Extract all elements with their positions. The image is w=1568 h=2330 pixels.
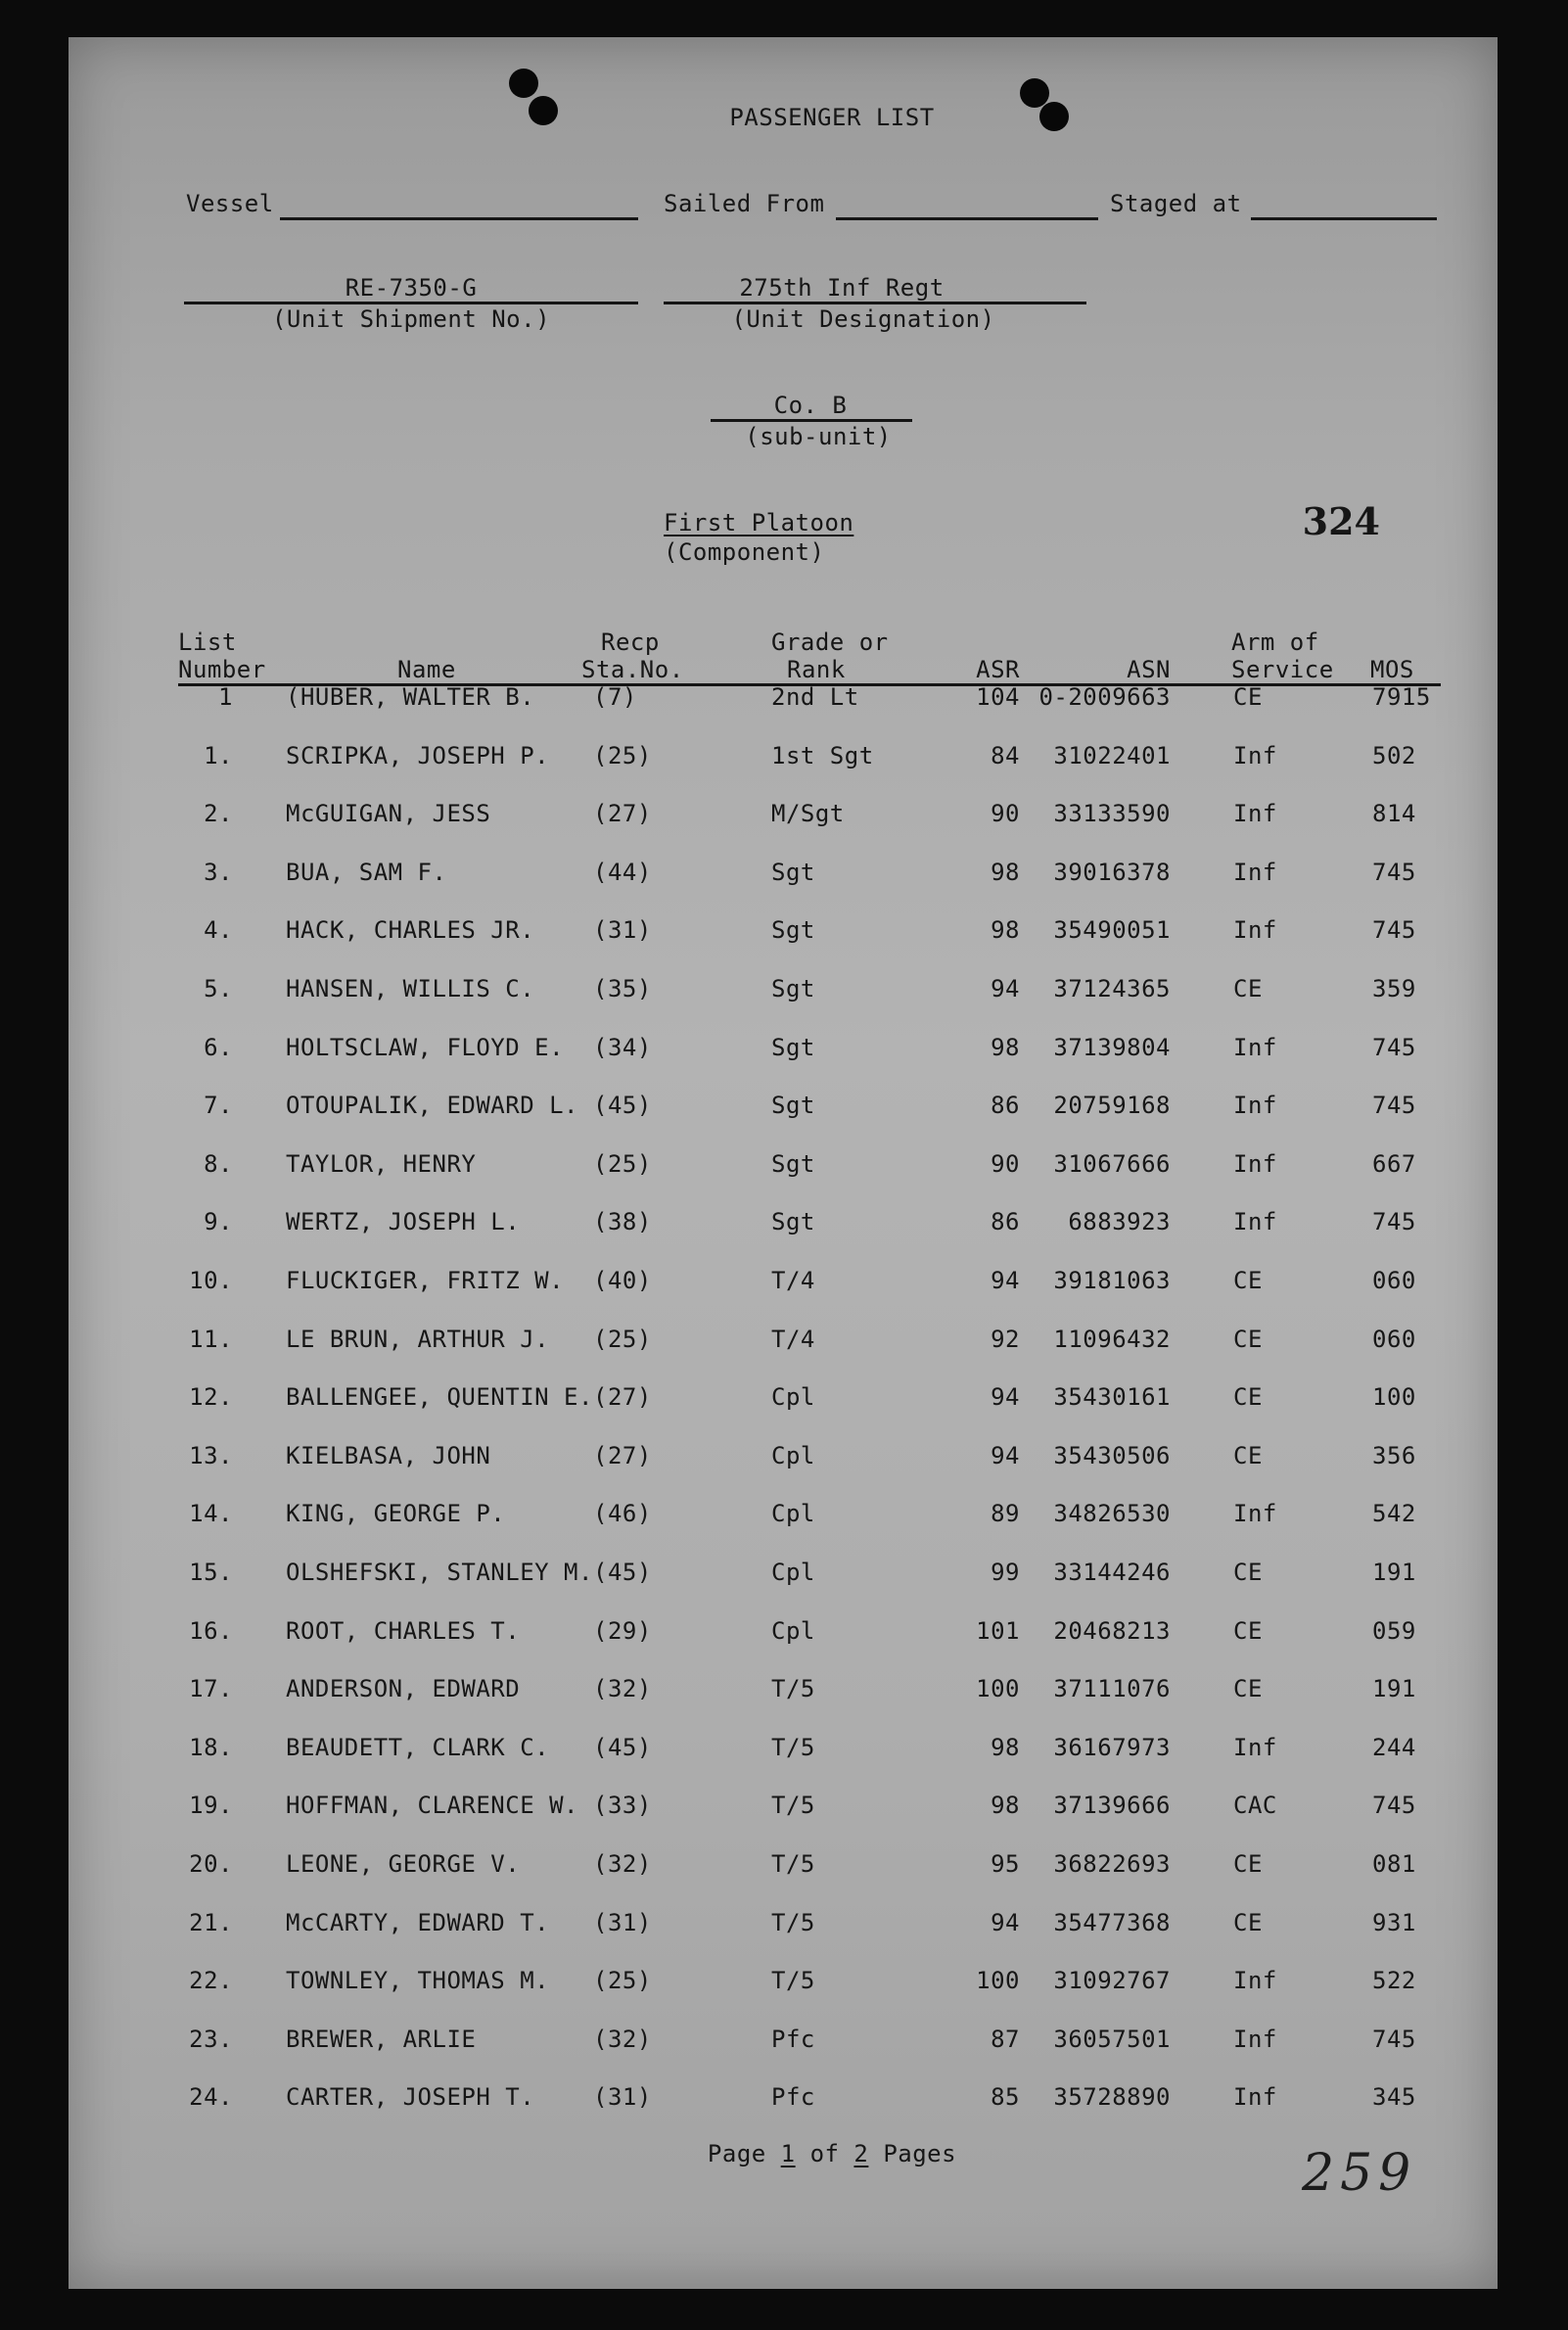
cell-list-number: 11.	[189, 1325, 233, 1353]
cell-mos: 931	[1372, 1908, 1416, 1936]
cell-recp-station: (27)	[593, 1441, 652, 1469]
cell-grade: T/4	[771, 1267, 815, 1294]
cell-arm-of-service: Inf	[1233, 1092, 1277, 1120]
header-list-number-2: Number	[178, 656, 266, 683]
cell-asn: 0-2009663	[1038, 683, 1171, 711]
cell-mos: 502	[1372, 741, 1416, 769]
cell-arm-of-service: CE	[1233, 1441, 1263, 1469]
cell-list-number: 24.	[189, 2083, 233, 2112]
cell-recp-station: (27)	[593, 1383, 652, 1412]
cell-arm-of-service: CE	[1233, 1675, 1263, 1703]
cell-asr: 84	[991, 741, 1020, 769]
cell-mos: 191	[1372, 1559, 1416, 1586]
header-grade-1: Grade or	[771, 629, 889, 656]
cell-list-number: 19.	[189, 1792, 233, 1820]
cell-name: (HUBER, WALTER B.	[286, 683, 535, 711]
cell-arm-of-service: CE	[1233, 975, 1263, 1002]
table-row	[69, 1092, 1498, 1121]
cell-recp-station: (40)	[593, 1267, 652, 1294]
cell-recp-station: (45)	[593, 1559, 652, 1586]
cell-recp-station: (25)	[593, 1149, 652, 1178]
cell-grade: 1st Sgt	[771, 741, 874, 769]
cell-recp-station: (32)	[593, 2025, 652, 2053]
cell-arm-of-service: CAC	[1233, 1792, 1277, 1820]
footer-page-total: 2	[853, 2140, 869, 2167]
cell-arm-of-service: Inf	[1233, 1208, 1277, 1236]
header-mos: MOS	[1370, 656, 1414, 683]
cell-name: KIELBASA, JOHN	[286, 1441, 491, 1469]
table-row	[69, 1617, 1498, 1647]
cell-mos: 059	[1372, 1616, 1416, 1645]
table-row	[69, 1150, 1498, 1180]
footer-page-label: Page	[707, 2140, 766, 2167]
staged-at-label: Staged at	[1110, 190, 1242, 217]
cell-name: HANSEN, WILLIS C.	[286, 975, 535, 1002]
cell-asr: 87	[991, 2025, 1020, 2053]
cell-arm-of-service: CE	[1233, 1850, 1263, 1878]
cell-mos: 745	[1372, 2025, 1416, 2053]
cell-asr: 89	[991, 1500, 1020, 1528]
cell-asr: 98	[991, 1792, 1020, 1820]
cell-mos: 745	[1372, 858, 1416, 886]
cell-mos: 081	[1372, 1850, 1416, 1878]
cell-mos: 745	[1372, 1033, 1416, 1061]
cell-asr: 94	[991, 1908, 1020, 1936]
cell-list-number: 12.	[189, 1383, 233, 1412]
cell-name: HACK, CHARLES JR.	[286, 916, 535, 945]
vessel-field-line	[280, 217, 638, 220]
cell-mos: 814	[1372, 800, 1416, 828]
cell-asn: 6883923	[1068, 1208, 1171, 1236]
cell-asn: 35477368	[1053, 1908, 1171, 1936]
header-arm-1: Arm of	[1231, 629, 1319, 656]
table-row	[69, 1792, 1498, 1821]
table-row	[69, 1442, 1498, 1471]
punch-hole-left-2	[529, 96, 558, 125]
cell-asr: 85	[991, 2083, 1020, 2112]
cell-list-number: 6.	[204, 1033, 233, 1061]
cell-arm-of-service: Inf	[1233, 858, 1277, 886]
cell-asr: 90	[991, 1149, 1020, 1178]
cell-arm-of-service: CE	[1233, 1267, 1263, 1294]
table-row	[69, 1909, 1498, 1938]
cell-name: CARTER, JOSEPH T.	[286, 2083, 535, 2112]
cell-asn: 33133590	[1053, 800, 1171, 828]
table-row	[69, 683, 1498, 713]
cell-arm-of-service: Inf	[1233, 1149, 1277, 1178]
cell-name: FLUCKIGER, FRITZ W.	[286, 1267, 565, 1294]
cell-grade: Sgt	[771, 916, 815, 945]
handwritten-number: 259	[1302, 2144, 1417, 2203]
cell-mos: 745	[1372, 1208, 1416, 1236]
cell-name: BREWER, ARLIE	[286, 2025, 477, 2053]
unit-shipment-line	[184, 302, 638, 304]
document-sheet	[69, 37, 1498, 2289]
cell-asn: 20759168	[1053, 1092, 1171, 1120]
cell-asn: 35430161	[1053, 1383, 1171, 1412]
cell-grade: Cpl	[771, 1616, 815, 1645]
table-row	[69, 1500, 1498, 1529]
cell-asr: 98	[991, 1733, 1020, 1761]
sailed-from-label: Sailed From	[664, 190, 825, 217]
footer-page-current: 1	[780, 2140, 796, 2167]
table-row	[69, 916, 1498, 946]
cell-grade: T/5	[771, 1792, 815, 1820]
cell-recp-station: (45)	[593, 1092, 652, 1120]
cell-asr: 98	[991, 916, 1020, 945]
cell-recp-station: (32)	[593, 1675, 652, 1703]
cell-name: BEAUDETT, CLARK C.	[286, 1733, 550, 1761]
cell-recp-station: (25)	[593, 1967, 652, 1995]
cell-arm-of-service: CE	[1233, 1325, 1263, 1353]
cell-mos: 542	[1372, 1500, 1416, 1528]
cell-list-number: 4.	[204, 916, 233, 945]
cell-asr: 90	[991, 800, 1020, 828]
cell-list-number: 5.	[204, 975, 233, 1002]
cell-arm-of-service: Inf	[1233, 2083, 1277, 2112]
cell-arm-of-service: Inf	[1233, 741, 1277, 769]
punch-hole-left	[509, 69, 538, 98]
cell-name: OTOUPALIK, EDWARD L.	[286, 1092, 578, 1120]
cell-arm-of-service: Inf	[1233, 1967, 1277, 1995]
cell-list-number: 9.	[204, 1208, 233, 1236]
cell-asn: 31022401	[1053, 741, 1171, 769]
cell-arm-of-service: Inf	[1233, 1033, 1277, 1061]
cell-grade: M/Sgt	[771, 800, 845, 828]
cell-asr: 98	[991, 858, 1020, 886]
cell-grade: Cpl	[771, 1383, 815, 1412]
unit-designation: 275th Inf Regt	[739, 274, 945, 302]
cell-asn: 31092767	[1053, 1967, 1171, 1995]
sailed-from-field-line	[836, 217, 1098, 220]
cell-name: LEONE, GEORGE V.	[286, 1850, 521, 1878]
cell-recp-station: (38)	[593, 1208, 652, 1236]
cell-asn: 35728890	[1053, 2083, 1171, 2112]
cell-grade: Sgt	[771, 1092, 815, 1120]
table-row	[69, 800, 1498, 829]
table-row	[69, 1967, 1498, 1996]
unit-designation-line	[664, 302, 1086, 304]
cell-asr: 94	[991, 1441, 1020, 1469]
cell-asr: 86	[991, 1208, 1020, 1236]
header-name: Name	[397, 656, 456, 683]
cell-grade: T/5	[771, 1967, 815, 1995]
cell-asr: 94	[991, 1383, 1020, 1412]
cell-list-number: 7.	[204, 1092, 233, 1120]
cell-list-number: 17.	[189, 1675, 233, 1703]
sub-unit: Co. B	[773, 392, 848, 419]
cell-recp-station: (33)	[593, 1792, 652, 1820]
component-name: First Platoon	[664, 509, 854, 536]
cell-asn: 34826530	[1053, 1500, 1171, 1528]
cell-arm-of-service: CE	[1233, 1908, 1263, 1936]
cell-mos: 522	[1372, 1967, 1416, 1995]
cell-list-number: 16.	[189, 1616, 233, 1645]
cell-asn: 37124365	[1053, 975, 1171, 1002]
cell-list-number: 15.	[189, 1559, 233, 1586]
cell-name: McCARTY, EDWARD T.	[286, 1908, 550, 1936]
cell-recp-station: (45)	[593, 1733, 652, 1761]
cell-arm-of-service: Inf	[1233, 800, 1277, 828]
cell-name: SCRIPKA, JOSEPH P.	[286, 741, 550, 769]
table-row	[69, 1559, 1498, 1588]
cell-name: TOWNLEY, THOMAS M.	[286, 1967, 550, 1995]
cell-name: HOLTSCLAW, FLOYD E.	[286, 1033, 565, 1061]
cell-name: HOFFMAN, CLARENCE W.	[286, 1792, 578, 1820]
cell-mos: 745	[1372, 916, 1416, 945]
table-row	[69, 1675, 1498, 1704]
cell-asr: 104	[976, 683, 1020, 711]
sub-unit-caption: (sub-unit)	[745, 423, 892, 450]
footer-of-label: of	[809, 2140, 840, 2167]
cell-list-number: 21.	[189, 1908, 233, 1936]
cell-mos: 745	[1372, 1792, 1416, 1820]
cell-grade: Cpl	[771, 1441, 815, 1469]
cell-grade: Sgt	[771, 1149, 815, 1178]
cell-mos: 060	[1372, 1267, 1416, 1294]
component-caption: (Component)	[664, 538, 825, 566]
footer-pages-label: Pages	[883, 2140, 957, 2167]
cell-arm-of-service: CE	[1233, 1559, 1263, 1586]
header-list-number-1: List	[178, 629, 237, 656]
cell-asn: 36057501	[1053, 2025, 1171, 2053]
table-row	[69, 1383, 1498, 1413]
cell-asr: 100	[976, 1967, 1020, 1995]
cell-recp-station: (31)	[593, 2083, 652, 2112]
cell-name: ROOT, CHARLES T.	[286, 1616, 521, 1645]
cell-recp-station: (31)	[593, 916, 652, 945]
cell-list-number: 20.	[189, 1850, 233, 1878]
cell-asn: 20468213	[1053, 1616, 1171, 1645]
page-number: 324	[1302, 499, 1380, 543]
cell-mos: 244	[1372, 1733, 1416, 1761]
header-asr: ASR	[976, 656, 1020, 683]
cell-arm-of-service: Inf	[1233, 916, 1277, 945]
table-row	[69, 859, 1498, 888]
cell-asn: 37139804	[1053, 1033, 1171, 1061]
table-row	[69, 1034, 1498, 1063]
cell-grade: T/5	[771, 1908, 815, 1936]
cell-name: LE BRUN, ARTHUR J.	[286, 1325, 550, 1353]
sub-unit-line	[711, 419, 912, 422]
cell-asn: 33144246	[1053, 1559, 1171, 1586]
document-title: PASSENGER LIST	[729, 104, 935, 131]
cell-mos: 667	[1372, 1149, 1416, 1178]
header-recp-1: Recp	[601, 629, 660, 656]
punch-hole-right	[1020, 78, 1049, 108]
table-row	[69, 1850, 1498, 1880]
cell-recp-station: (34)	[593, 1033, 652, 1061]
table-row	[69, 742, 1498, 771]
cell-grade: T/5	[771, 1675, 815, 1703]
cell-arm-of-service: CE	[1233, 1383, 1263, 1412]
cell-recp-station: (29)	[593, 1616, 652, 1645]
cell-name: KING, GEORGE P.	[286, 1500, 506, 1528]
cell-recp-station: (27)	[593, 800, 652, 828]
cell-asr: 95	[991, 1850, 1020, 1878]
table-row	[69, 2083, 1498, 2113]
cell-recp-station: (7)	[593, 683, 637, 711]
cell-name: OLSHEFSKI, STANLEY M.	[286, 1559, 593, 1586]
header-grade-2: Rank	[787, 656, 846, 683]
cell-name: BALLENGEE, QUENTIN E.	[286, 1383, 593, 1412]
cell-grade: Sgt	[771, 858, 815, 886]
unit-shipment-number: RE-7350-G	[345, 274, 478, 302]
cell-grade: Cpl	[771, 1500, 815, 1528]
cell-asr: 94	[991, 975, 1020, 1002]
cell-recp-station: (32)	[593, 1850, 652, 1878]
cell-list-number: 3.	[204, 858, 233, 886]
table-row	[69, 975, 1498, 1004]
cell-list-number: 14.	[189, 1500, 233, 1528]
unit-designation-caption: (Unit Designation)	[731, 305, 995, 333]
cell-mos: 100	[1372, 1383, 1416, 1412]
cell-asn: 39016378	[1053, 858, 1171, 886]
cell-asn: 37111076	[1053, 1675, 1171, 1703]
cell-recp-station: (25)	[593, 741, 652, 769]
table-row	[69, 1326, 1498, 1355]
staged-at-field-line	[1251, 217, 1437, 220]
cell-mos: 359	[1372, 975, 1416, 1002]
cell-recp-station: (44)	[593, 858, 652, 886]
cell-grade: Pfc	[771, 2083, 815, 2112]
table-row	[69, 1208, 1498, 1237]
cell-list-number: 1	[218, 683, 233, 711]
cell-list-number: 8.	[204, 1149, 233, 1178]
cell-grade: T/5	[771, 1850, 815, 1878]
cell-mos: 7915	[1372, 683, 1431, 711]
cell-asn: 31067666	[1053, 1149, 1171, 1178]
cell-grade: Sgt	[771, 1033, 815, 1061]
cell-asr: 92	[991, 1325, 1020, 1353]
cell-list-number: 18.	[189, 1733, 233, 1761]
cell-name: BUA, SAM F.	[286, 858, 447, 886]
cell-mos: 356	[1372, 1441, 1416, 1469]
cell-list-number: 10.	[189, 1267, 233, 1294]
cell-list-number: 1.	[204, 741, 233, 769]
cell-grade: Cpl	[771, 1559, 815, 1586]
punch-hole-right-2	[1039, 102, 1069, 131]
cell-asn: 37139666	[1053, 1792, 1171, 1820]
cell-asr: 94	[991, 1267, 1020, 1294]
cell-list-number: 23.	[189, 2025, 233, 2053]
cell-asn: 36822693	[1053, 1850, 1171, 1878]
vessel-label: Vessel	[186, 190, 274, 217]
cell-name: WERTZ, JOSEPH L.	[286, 1208, 521, 1236]
cell-list-number: 22.	[189, 1967, 233, 1995]
page-footer	[708, 2140, 956, 2167]
cell-recp-station: (46)	[593, 1500, 652, 1528]
cell-mos: 345	[1372, 2083, 1416, 2112]
cell-mos: 060	[1372, 1325, 1416, 1353]
table-row	[69, 1267, 1498, 1296]
cell-asr: 99	[991, 1559, 1020, 1586]
header-recp-2: Sta.No.	[581, 656, 684, 683]
table-row	[69, 1734, 1498, 1763]
cell-arm-of-service: CE	[1233, 683, 1263, 711]
header-asn: ASN	[1127, 656, 1171, 683]
cell-asn: 35490051	[1053, 916, 1171, 945]
table-row	[69, 2026, 1498, 2055]
cell-asn: 35430506	[1053, 1441, 1171, 1469]
cell-mos: 191	[1372, 1675, 1416, 1703]
header-arm-2: Service	[1231, 656, 1334, 683]
cell-asr: 100	[976, 1675, 1020, 1703]
cell-name: ANDERSON, EDWARD	[286, 1675, 521, 1703]
cell-list-number: 2.	[204, 800, 233, 828]
cell-name: TAYLOR, HENRY	[286, 1149, 477, 1178]
cell-asr: 86	[991, 1092, 1020, 1120]
cell-asn: 36167973	[1053, 1733, 1171, 1761]
cell-grade: Pfc	[771, 2025, 815, 2053]
cell-recp-station: (31)	[593, 1908, 652, 1936]
unit-shipment-caption: (Unit Shipment No.)	[271, 305, 551, 333]
cell-arm-of-service: CE	[1233, 1616, 1263, 1645]
cell-asr: 98	[991, 1033, 1020, 1061]
cell-recp-station: (35)	[593, 975, 652, 1002]
cell-asr: 101	[976, 1616, 1020, 1645]
cell-grade: 2nd Lt	[771, 683, 859, 711]
cell-arm-of-service: Inf	[1233, 1500, 1277, 1528]
cell-mos: 745	[1372, 1092, 1416, 1120]
cell-asn: 39181063	[1053, 1267, 1171, 1294]
cell-grade: Sgt	[771, 975, 815, 1002]
cell-list-number: 13.	[189, 1441, 233, 1469]
cell-name: McGUIGAN, JESS	[286, 800, 491, 828]
cell-arm-of-service: Inf	[1233, 1733, 1277, 1761]
cell-grade: T/4	[771, 1325, 815, 1353]
cell-grade: T/5	[771, 1733, 815, 1761]
cell-asn: 11096432	[1053, 1325, 1171, 1353]
cell-recp-station: (25)	[593, 1325, 652, 1353]
cell-arm-of-service: Inf	[1233, 2025, 1277, 2053]
cell-grade: Sgt	[771, 1208, 815, 1236]
